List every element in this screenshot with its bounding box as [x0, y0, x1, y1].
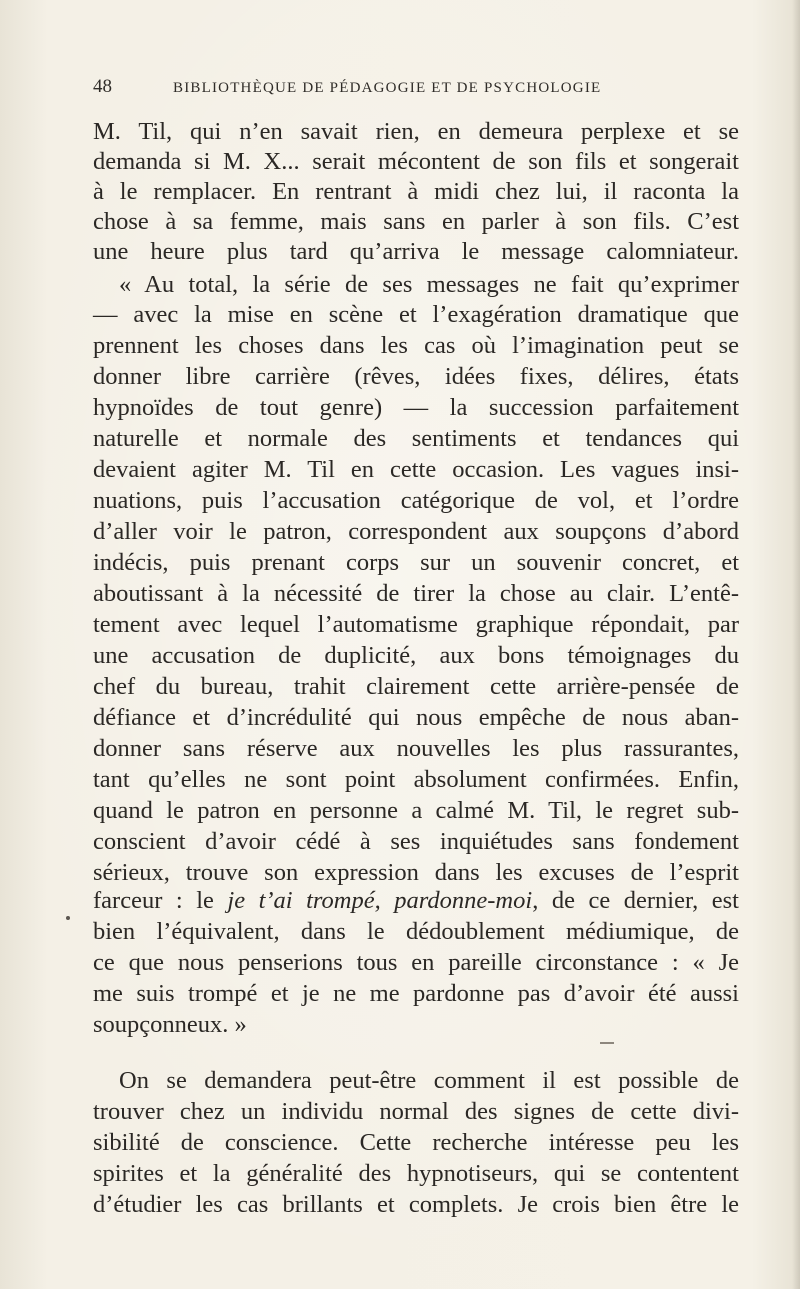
- text-line: sibilité de conscience. Cette recherche intéresse peu les: [93, 1129, 739, 1156]
- text-line: devaient agiter M. Til en cette occasion. Les vagues insi-: [93, 456, 739, 483]
- page-edge-shadow: [792, 0, 800, 1289]
- page-number: 48: [93, 76, 112, 97]
- running-title: BIBLIOTHÈQUE DE PÉDAGOGIE ET DE PSYCHOLOGIE: [173, 80, 602, 96]
- text-line: bien l’équivalent, dans le dédoublement médiumique, de: [93, 918, 739, 945]
- italic-quote: je t’ai trompé, pardonne-moi: [227, 887, 533, 914]
- print-mark: [600, 1042, 614, 1044]
- text-line: tant qu’elles ne sont point absolument confirmées. Enfin,: [93, 766, 739, 793]
- text-line: hypnoïdes de tout genre) — la succession parfaitement: [93, 394, 739, 421]
- text-line: On se demandera peut-être comment il est possible de: [119, 1067, 739, 1094]
- text-line: tement avec lequel l’automatisme graphique répondait, par: [93, 611, 739, 638]
- text-line: quand le patron en personne a calmé M. Til, le regret sub-: [93, 797, 739, 824]
- text-line: sérieux, trouve son expression dans les excuses de l’esprit: [93, 859, 739, 886]
- text-line: demanda si M. X... serait mécontent de son fils et songerait: [93, 148, 739, 175]
- text-line: conscient d’avoir cédé à ses inquiétudes sans fondement: [93, 828, 739, 855]
- text-line: prennent les choses dans les cas où l’imagination peut se: [93, 332, 739, 359]
- text-span: , de ce dernier, est: [532, 887, 739, 914]
- text-line: aboutissant à la nécessité de tirer la chose au clair. L’entê-: [93, 580, 739, 607]
- text-line: nuations, puis l’accusation catégorique de vol, et l’ordre: [93, 487, 739, 514]
- text-line: naturelle et normale des sentiments et tendances qui: [93, 425, 739, 452]
- page-header: [93, 76, 668, 102]
- text-line: une heure plus tard qu’arriva le message calomniateur.: [93, 238, 739, 265]
- text-line: une accusation de duplicité, aux bons témoignages du: [93, 642, 739, 669]
- text-line: soupçonneux. »: [93, 1011, 247, 1038]
- text-line: d’étudier les cas brillants et complets. Je crois bien être le: [93, 1191, 739, 1218]
- text-line: d’aller voir le patron, correspondent aux soupçons d’abord: [93, 518, 739, 545]
- text-span: farceur : le: [93, 887, 228, 914]
- ink-spot: [66, 916, 70, 920]
- text-line: ce que nous penserions tous en pareille circonstance : « Je: [93, 949, 739, 976]
- text-line: chef du bureau, trahit clairement cette arrière-pensée de: [93, 673, 739, 700]
- text-line: — avec la mise en scène et l’exagération dramatique que: [93, 301, 739, 328]
- text-line: à le remplacer. En rentrant à midi chez lui, il raconta la: [93, 178, 739, 205]
- text-line: trouver chez un individu normal des signes de cette divi-: [93, 1098, 739, 1125]
- text-line: me suis trompé et je ne me pardonne pas d’avoir été aussi: [93, 980, 739, 1007]
- text-line: donner libre carrière (rêves, idées fixes, délires, états: [93, 363, 739, 390]
- text-line-with-italic: [93, 886, 739, 916]
- text-line: M. Til, qui n’en savait rien, en demeura perplexe et se: [93, 118, 739, 145]
- text-line: défiance et d’incrédulité qui nous empêche de nous aban-: [93, 704, 739, 731]
- text-line: donner sans réserve aux nouvelles les plus rassurantes,: [93, 735, 739, 762]
- text-line: indécis, puis prenant corps sur un souvenir concret, et: [93, 549, 739, 576]
- text-line: chose à sa femme, mais sans en parler à son fils. C’est: [93, 208, 739, 235]
- text-line: « Au total, la série de ses messages ne fait qu’exprimer: [119, 271, 739, 298]
- text-line: spirites et la généralité des hypnotiseurs, qui se contentent: [93, 1160, 739, 1187]
